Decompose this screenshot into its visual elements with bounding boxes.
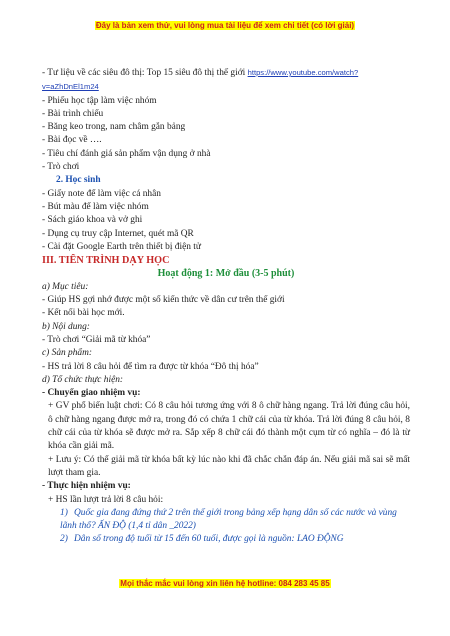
- list-item: - Bài đọc về ….: [42, 135, 102, 146]
- resource-line-1: [42, 66, 410, 80]
- task-heading: - Thực hiện nhiệm vụ:: [42, 481, 131, 492]
- question-text: Quốc gia đang đứng thứ 2 trên thế giới trong bảng xếp hạng dân số các nước và vùng lãnh thổ? ẤN ĐỘ (1,4 tỉ dân _2022): [60, 507, 397, 532]
- list-item: - Bút màu để làm việc nhóm: [42, 201, 149, 212]
- subsection-heading: b) Nội dung:: [42, 321, 90, 332]
- list-item: - Bài trình chiếu: [42, 108, 104, 119]
- subsection-heading: a) Mục tiêu:: [42, 281, 89, 292]
- list-item: - Cài đặt Google Earth trên thiết bị điện tử: [42, 241, 201, 252]
- question-item: [42, 507, 410, 534]
- activity-heading: Hoạt động 1: Mở đầu (3-5 phút): [157, 268, 295, 280]
- student-heading: 2. Học sinh: [56, 175, 101, 186]
- list-item: - Giấy note để làm việc cá nhân: [42, 188, 161, 199]
- document-body: [42, 66, 410, 547]
- question-number: 2): [60, 534, 68, 545]
- list-item: - HS trả lời 8 câu hỏi để tìm ra được từ khóa “Đô thị hóa”: [42, 361, 259, 372]
- list-item: - Trò chơi “Giải mã từ khóa”: [42, 334, 151, 345]
- list-item: - Tiêu chí đánh giá sản phẩm vận dụng ở nhà: [42, 148, 211, 159]
- hotline-footer-text: Mọi thắc mắc vui lòng xin liên hệ hotline: 084 283 45 85: [120, 579, 330, 588]
- hotline-footer: [0, 579, 450, 588]
- question-number: 1): [60, 507, 68, 518]
- list-item: - Sách giáo khoa và vở ghi: [42, 215, 143, 226]
- question-text: Dân số trong độ tuổi từ 15 đến 60 tuổi, được gọi là nguồn: LAO ĐỘNG: [74, 534, 344, 545]
- youtube-link-part-1[interactable]: https://www.youtube.com/watch?: [247, 68, 359, 77]
- task-heading: - Chuyển giao nhiệm vụ:: [42, 388, 141, 399]
- list-item: + HS lần lượt trả lời 8 câu hỏi:: [48, 494, 164, 505]
- youtube-link-part-2[interactable]: v=aZhDnEl1m24: [42, 82, 99, 92]
- question-item: [42, 533, 410, 546]
- resource-line-2: [42, 80, 410, 94]
- list-item: - Kết nối bài học mới.: [42, 308, 125, 319]
- subsection-heading: d) Tổ chức thực hiện:: [42, 374, 124, 385]
- paragraph: + GV phổ biến luật chơi: Có 8 câu hỏi tương ứng với 8 ô chữ hàng ngang. Trả lời đúng câu hỏi, ô chữ hàng ngang được mở ra, trong đó có chứa 1 chữ cái của từ khóa. Trả lời đúng 8 câu hỏi, 8 chữ cái của từ khóa sẽ được mở ra. Sắp xếp 8 chữ cái đó thành một cụm từ có nghĩa – đó là từ khóa cần giải mã.: [48, 401, 410, 452]
- list-item: - Băng keo trong, nam châm gắn bảng: [42, 122, 186, 133]
- paragraph: + Lưu ý: Có thể giải mã từ khóa bất kỳ lúc nào khi đã chắc chắn đáp án. Nếu giải mã sai sẽ mất lượt tham gia.: [48, 454, 410, 478]
- list-item: - Dụng cụ truy cập Internet, quét mã QR: [42, 228, 194, 239]
- section-heading: III. TIẾN TRÌNH DẠY HỌC: [42, 255, 170, 267]
- list-item: - Phiếu học tập làm việc nhóm: [42, 95, 157, 106]
- preview-banner: [0, 21, 450, 30]
- list-item: - Trò chơi: [42, 162, 80, 173]
- resource-text: - Tư liệu về các siêu đô thị: Top 15 siêu đô thị thế giới: [42, 68, 248, 78]
- preview-banner-text: Đây là bản xem thử, vui lòng mua tài liệu để xem chi tiết (có lời giải): [95, 21, 355, 30]
- list-item: - Giúp HS gợi nhớ được một số kiến thức về dân cư trên thế giới: [42, 295, 285, 306]
- subsection-heading: c) Sản phẩm:: [42, 348, 92, 359]
